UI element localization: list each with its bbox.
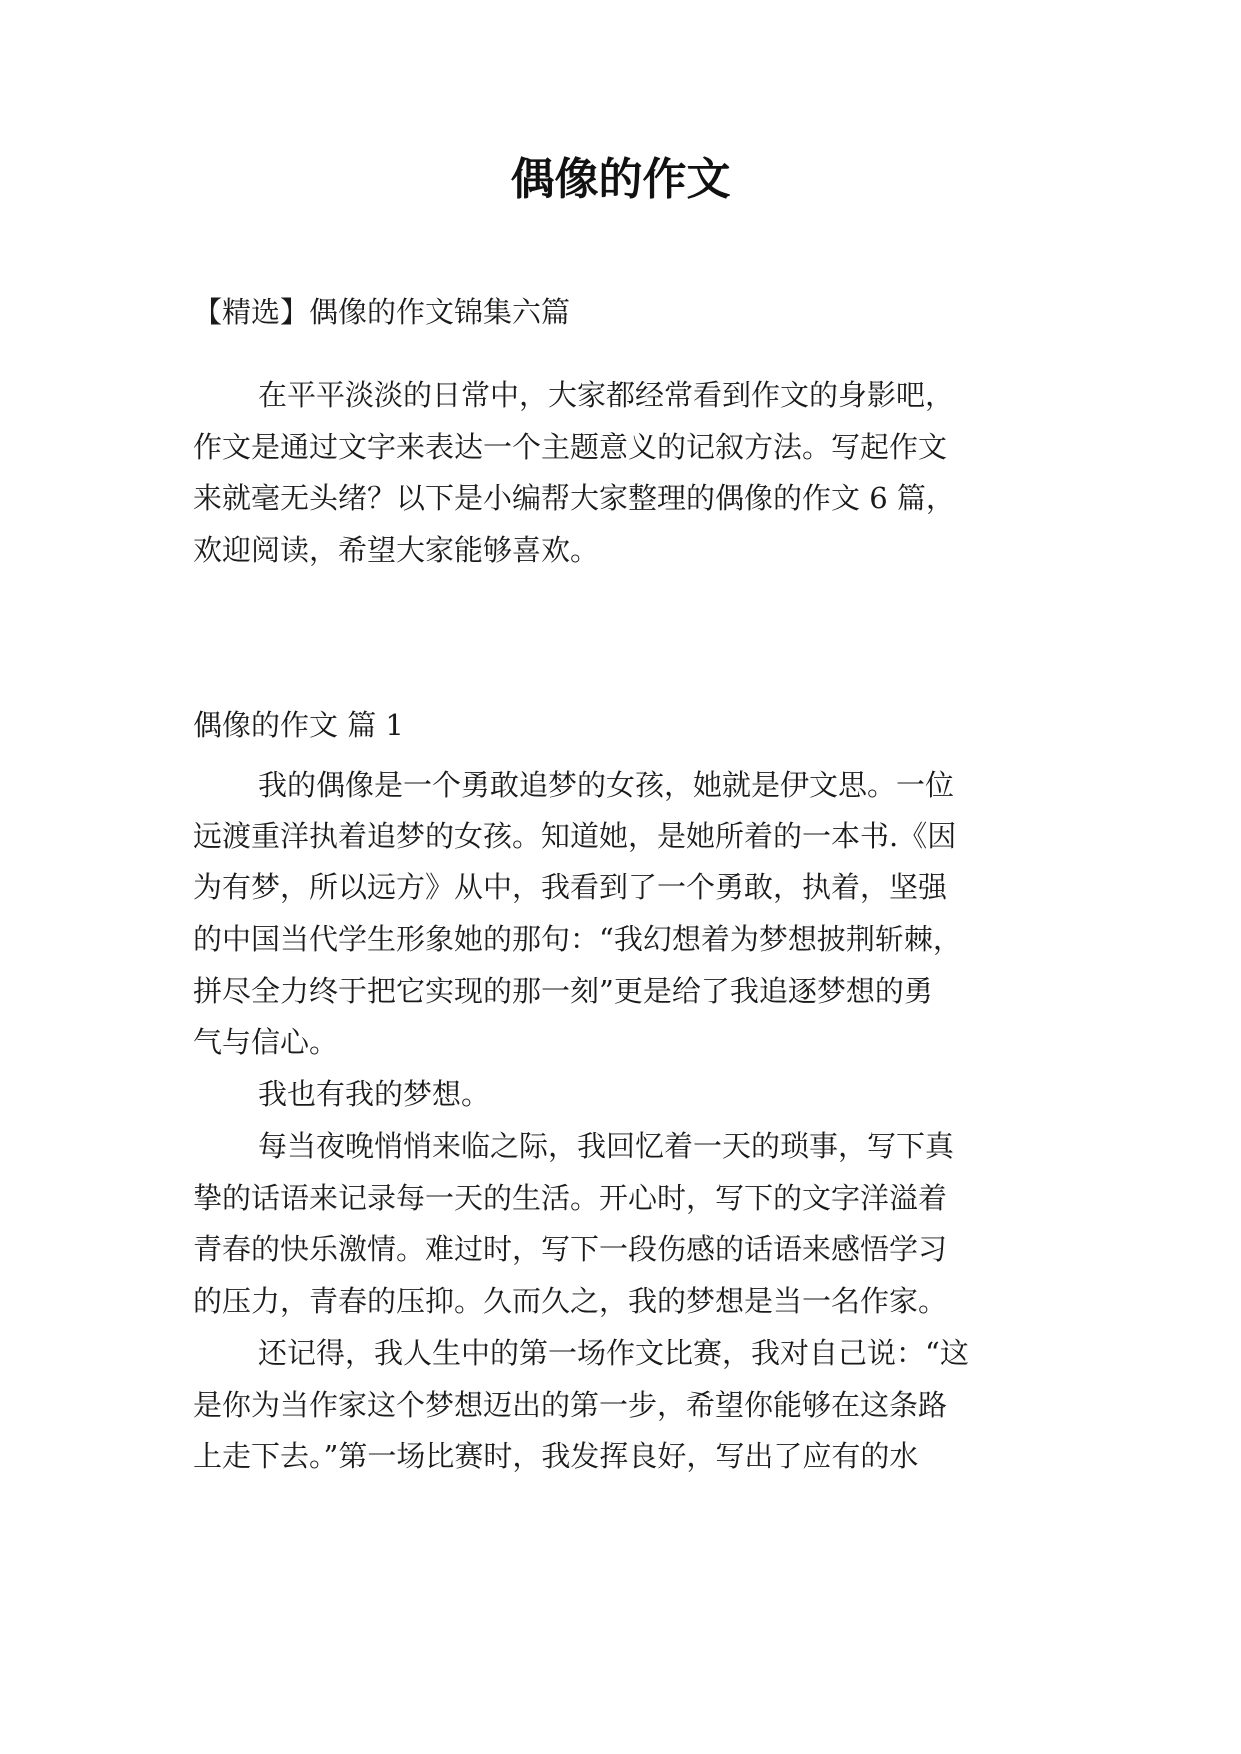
body-line: 为有梦，所以远方》从中，我看到了一个勇敢，执着，坚强 [193, 870, 948, 904]
document-subtitle: 【精选】偶像的作文锦集六篇 [193, 295, 571, 329]
body-line: 我也有我的梦想。 [258, 1077, 491, 1111]
body-line: 还记得，我人生中的第一场作文比赛，我对自己说：“这 [258, 1336, 969, 1370]
body-line: 是你为当作家这个梦想迈出的第一步，希望你能够在这条路 [193, 1388, 948, 1422]
intro-line: 来就毫无头绪？以下是小编帮大家整理的偶像的作文 6 篇， [193, 481, 955, 515]
body-line: 拼尽全力终于把它实现的那一刻”更是给了我追逐梦想的勇 [193, 974, 933, 1008]
intro-line: 作文是通过文字来表达一个主题意义的记叙方法。写起作文 [193, 430, 948, 464]
body-line: 挚的话语来记录每一天的生活。开心时，写下的文字洋溢着 [193, 1181, 948, 1215]
body-line: 每当夜晚悄悄来临之际，我回忆着一天的琐事，写下真 [258, 1129, 955, 1163]
body-line: 我的偶像是一个勇敢追梦的女孩，她就是伊文思。一位 [258, 768, 955, 802]
document-title: 偶像的作文 [510, 154, 731, 205]
body-line: 远渡重洋执着追梦的女孩。知道她，是她所着的一本书.《因 [193, 819, 957, 853]
body-line: 青春的快乐激情。难过时，写下一段伤感的话语来感悟学习 [193, 1232, 948, 1266]
body-line: 的压力，青春的压抑。久而久之，我的梦想是当一名作家。 [193, 1284, 948, 1318]
body-line: 上走下去。”第一场比赛时，我发挥良好，写出了应有的水 [193, 1439, 919, 1473]
section-heading: 偶像的作文 篇 1 [193, 708, 404, 742]
body-line: 的中国当代学生形象她的那句：“我幻想着为梦想披荆斩棘， [193, 922, 962, 956]
intro-line: 欢迎阅读，希望大家能够喜欢。 [193, 533, 600, 567]
body-line: 气与信心。 [193, 1025, 339, 1059]
intro-line: 在平平淡淡的日常中，大家都经常看到作文的身影吧， [258, 378, 955, 412]
